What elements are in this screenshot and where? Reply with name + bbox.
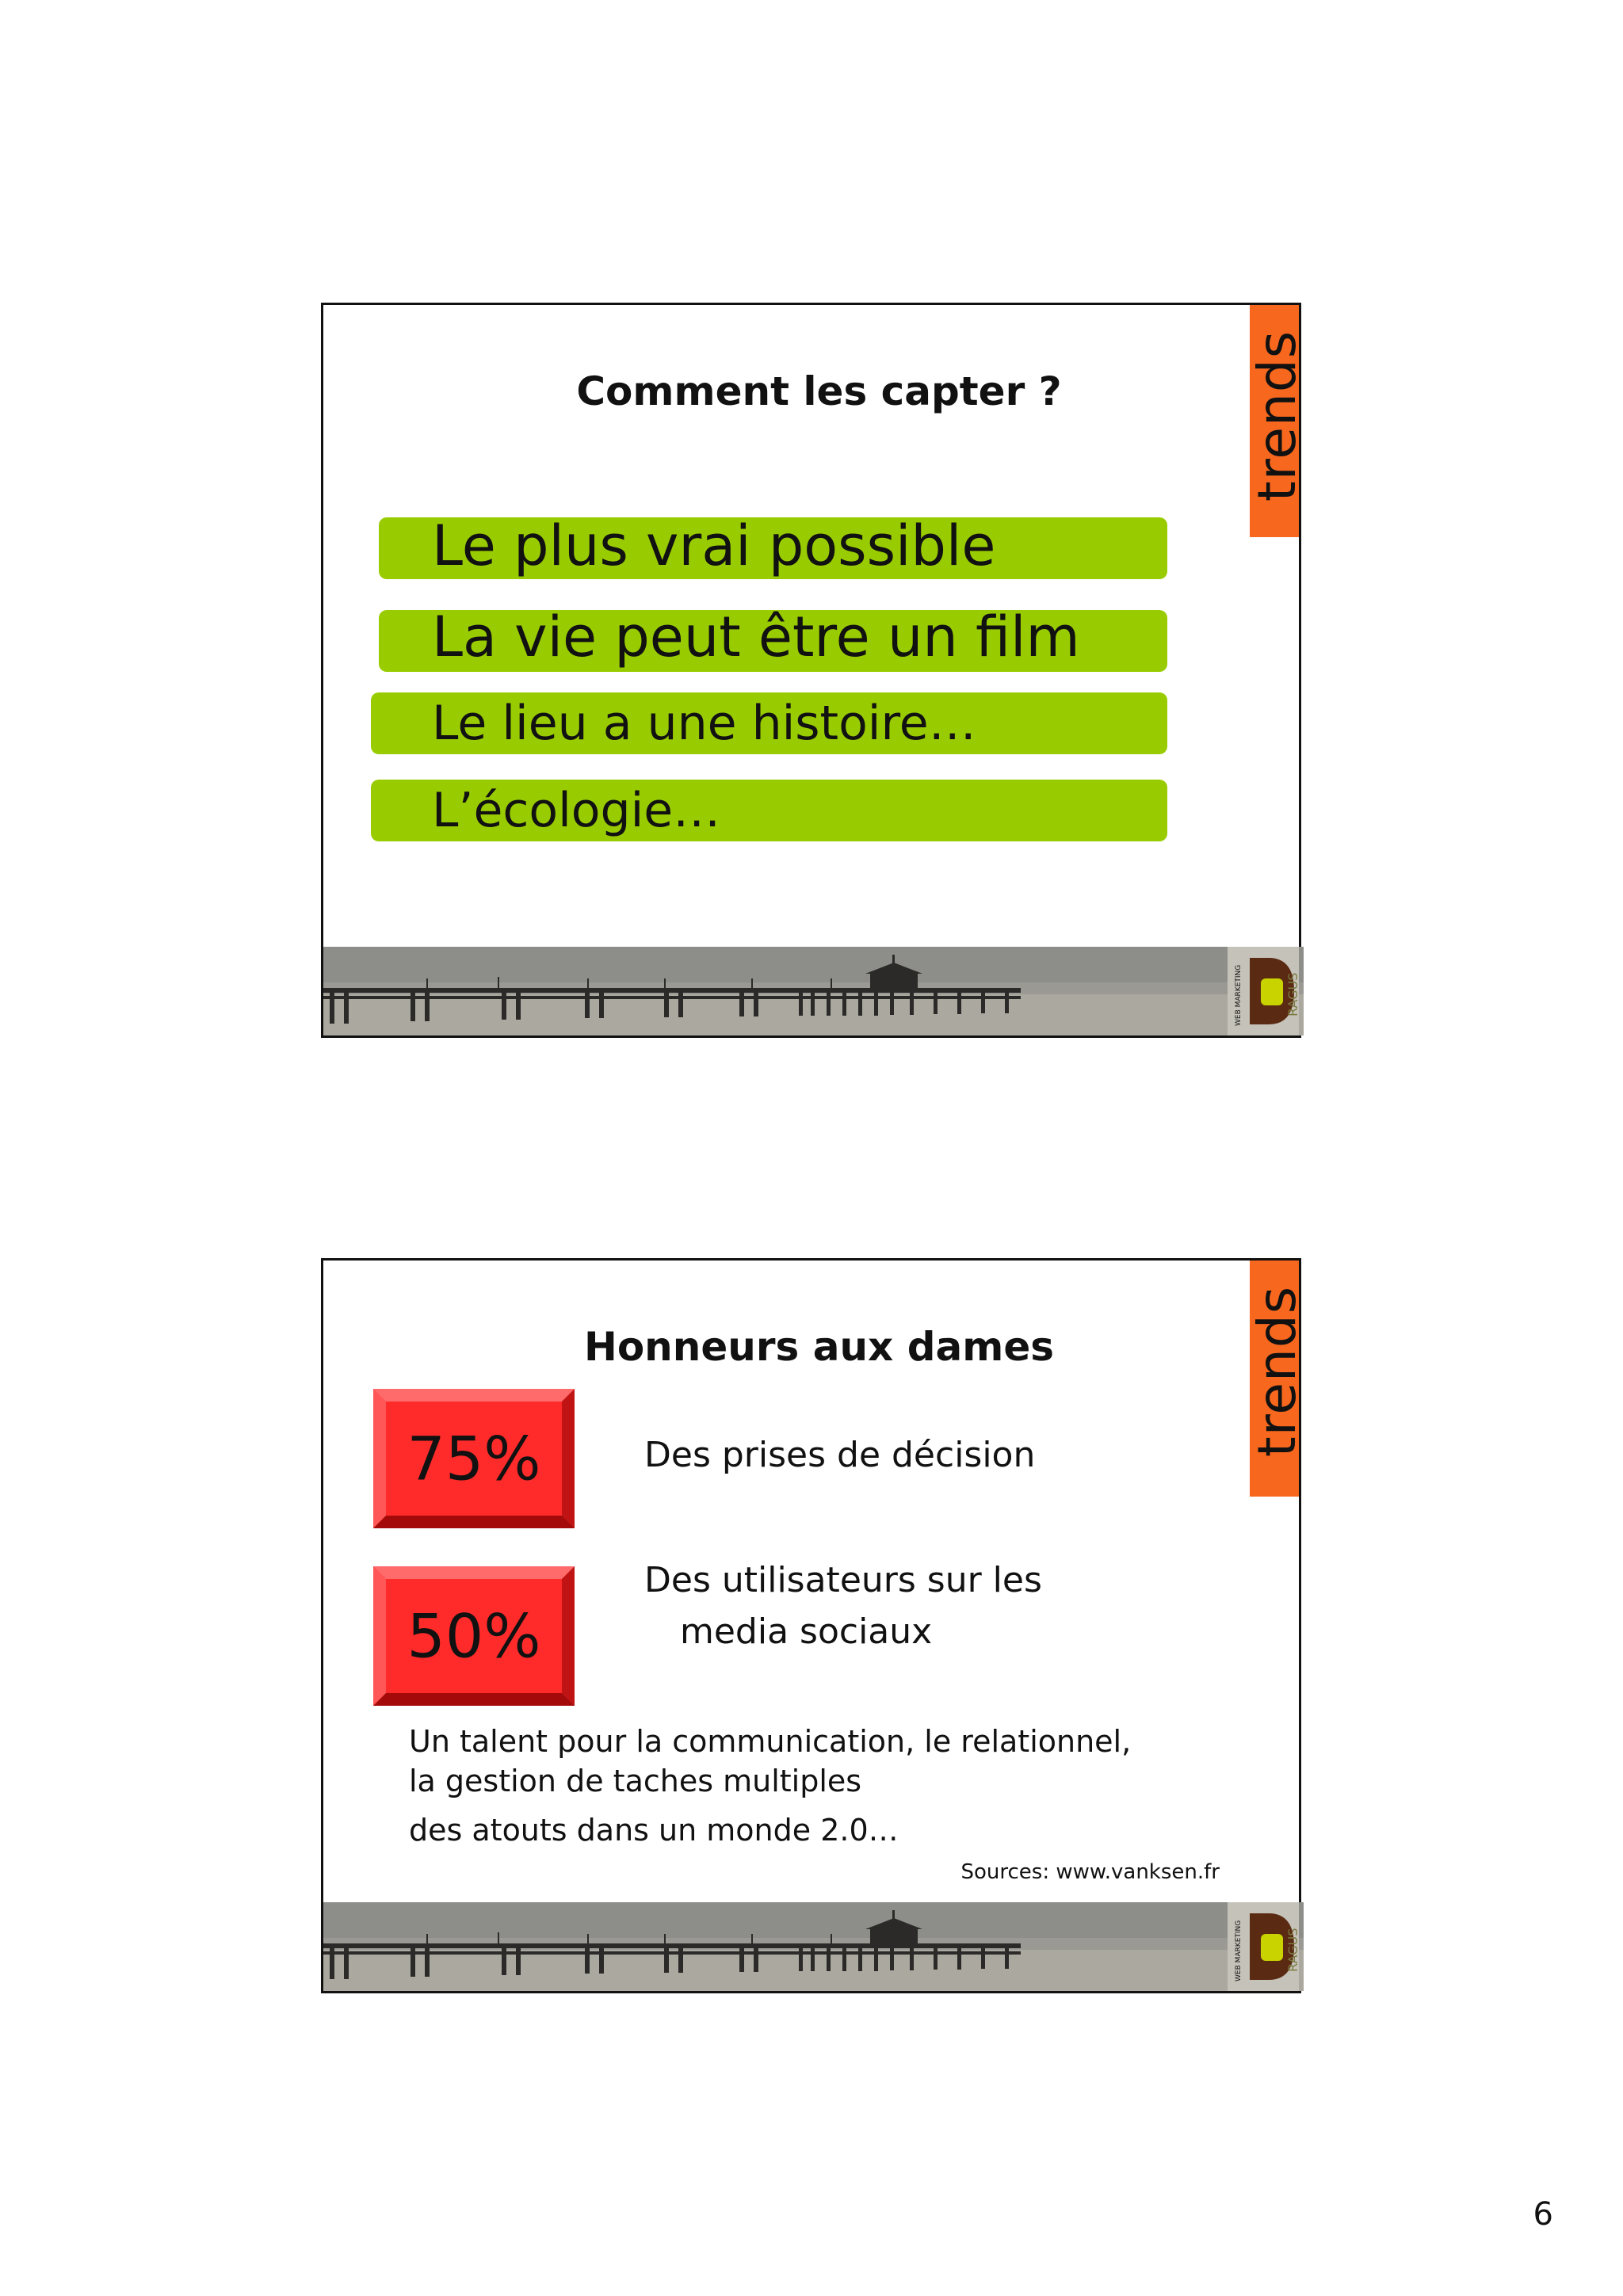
bar-text-3: Le lieu a une histoire… (432, 696, 976, 751)
logo-vertical-text: WEB MARKETING (1235, 964, 1243, 1026)
logo-brand-text: RAGUS (1285, 972, 1300, 1016)
body-line-1: Un talent pour la communication, le relationnel, (409, 1724, 1132, 1759)
logo-vertical-text: WEB MARKETING (1235, 1920, 1243, 1981)
body-line-2: la gestion de taches multiples (409, 1764, 862, 1798)
stat-label-2-line1: Des utilisateurs sur les (644, 1560, 1042, 1600)
slide-comment-les-capter (321, 303, 1308, 1038)
logo-brand-text: RAGUS (1285, 1928, 1300, 1972)
slide-title: Comment les capter ? (576, 368, 1062, 414)
slide-honneurs-aux-dames (321, 1258, 1308, 1993)
ragus-logo (1228, 947, 1299, 1035)
trends-label: trends (1246, 330, 1308, 502)
stat-value: 50% (407, 1600, 541, 1672)
pier-photo (323, 947, 1299, 1035)
stat-box-50 (373, 1566, 575, 1706)
stat-label-2-line2: media sociaux (680, 1611, 933, 1652)
page-number: 6 (1533, 2196, 1553, 2233)
bar-text-4: L’écologie… (432, 783, 721, 838)
body-line-3: des atouts dans un monde 2.0… (409, 1813, 899, 1848)
ragus-logo (1228, 1902, 1299, 1991)
slide-title: Honneurs aux dames (583, 1324, 1055, 1370)
stat-label-1: Des prises de décision (644, 1435, 1036, 1475)
bar-text-1: Le plus vrai possible (432, 513, 996, 578)
stat-value: 75% (407, 1423, 541, 1494)
pier-photo (323, 1902, 1299, 1991)
trends-label: trends (1246, 1285, 1308, 1458)
bar-text-2: La vie peut être un film (432, 605, 1080, 669)
sources-note: Sources: www.vanksen.fr (960, 1860, 1220, 1884)
stat-box-75 (373, 1389, 575, 1528)
